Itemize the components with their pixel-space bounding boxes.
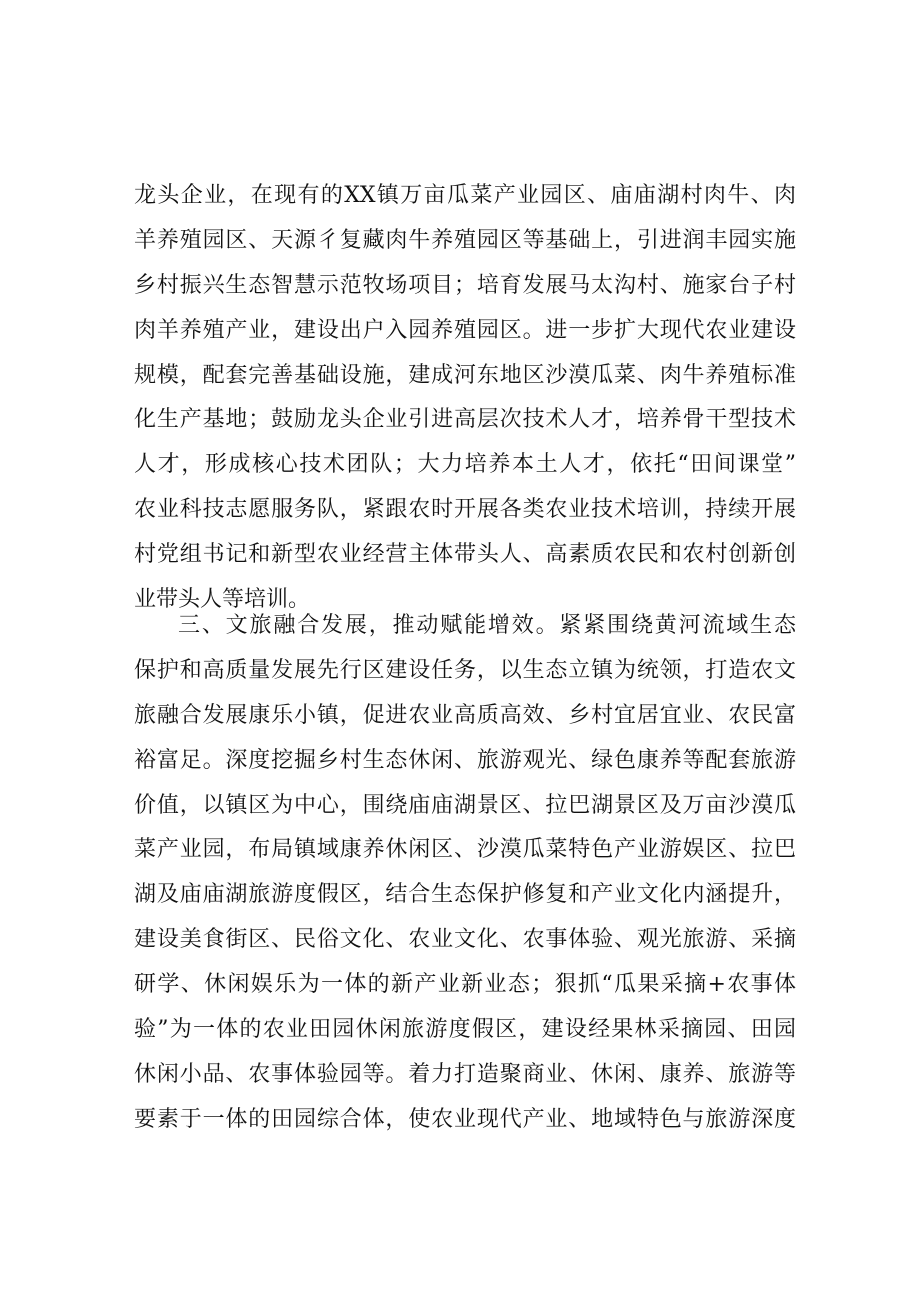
paragraph-line: 建设美食街区、民俗文化、农业文化、农事体验、观光旅游、采摘 <box>134 927 796 953</box>
paragraph-2 <box>134 604 796 1143</box>
paragraph-line: 村党组书记和新型农业经营主体带头人、高素质农民和农村创新创 <box>134 542 796 568</box>
paragraph-line: 人才，形成核心技术团队；大力培养本土人才，依托“田间课堂” <box>134 452 796 478</box>
section-heading-line: 三、文旅融合发展，推动赋能增效。紧紧围绕黄河流域生态 <box>178 613 796 638</box>
paragraph-line: 裕富足。深度挖掘乡村生态休闲、旅游观光、绿色康养等配套旅游 <box>134 747 796 773</box>
paragraph-line: 规模，配套完善基础设施，建成河东地区沙漠瓜菜、肉牛养殖标准 <box>134 362 796 388</box>
paragraph-line: 肉羊养殖产业，建设出户入园养殖园区。进一步扩大现代农业建设 <box>134 317 796 343</box>
paragraph-1 <box>134 174 796 623</box>
paragraph-line: 龙头企业，在现有的XX镇万亩瓜菜产业园区、庙庙湖村肉牛、肉 <box>134 183 796 208</box>
paragraph-line: 化生产基地；鼓励龙头企业引进高层次技术人才，培养骨干型技术 <box>134 407 796 433</box>
paragraph-line: 农业科技志愿服务队，紧跟农时开展各类农业技术培训，持续开展 <box>134 497 796 523</box>
paragraph-line: 菜产业园，布局镇域康养休闲区、沙漠瓜菜特色产业游娱区、拉巴 <box>134 837 796 863</box>
paragraph-line: 验”为一体的农业田园休闲旅游度假区，建设经果林采摘园、田园 <box>134 1017 796 1043</box>
paragraph-line: 研学、休闲娱乐为一体的新产业新业态；狠抓“瓜果采摘+农事体 <box>134 972 796 998</box>
paragraph-line: 业带头人等培训。 <box>134 587 311 613</box>
paragraph-line: 要素于一体的田园综合体，使农业现代产业、地域特色与旅游深度 <box>134 1106 796 1132</box>
paragraph-line: 旅融合发展康乐小镇，促进农业高质高效、乡村宜居宜业、农民富 <box>134 702 796 728</box>
paragraph-line: 保护和高质量发展先行区建设任务，以生态立镇为统领，打造农文 <box>134 657 796 683</box>
paragraph-line: 羊养殖园区、天源彳复藏肉牛养殖园区等基础上，引进润丰园实施 <box>134 227 796 253</box>
paragraph-line: 价值，以镇区为中心，围绕庙庙湖景区、拉巴湖景区及万亩沙漠瓜 <box>134 792 796 818</box>
paragraph-line: 湖及庙庙湖旅游度假区，结合生态保护修复和产业文化内涵提升， <box>134 882 796 908</box>
paragraph-line: 乡村振兴生态智慧示范牧场项目；培育发展马太沟村、施家台子村 <box>134 272 796 298</box>
paragraph-line: 休闲小品、农事体验园等。着力打造聚商业、休闲、康养、旅游等 <box>134 1061 796 1087</box>
